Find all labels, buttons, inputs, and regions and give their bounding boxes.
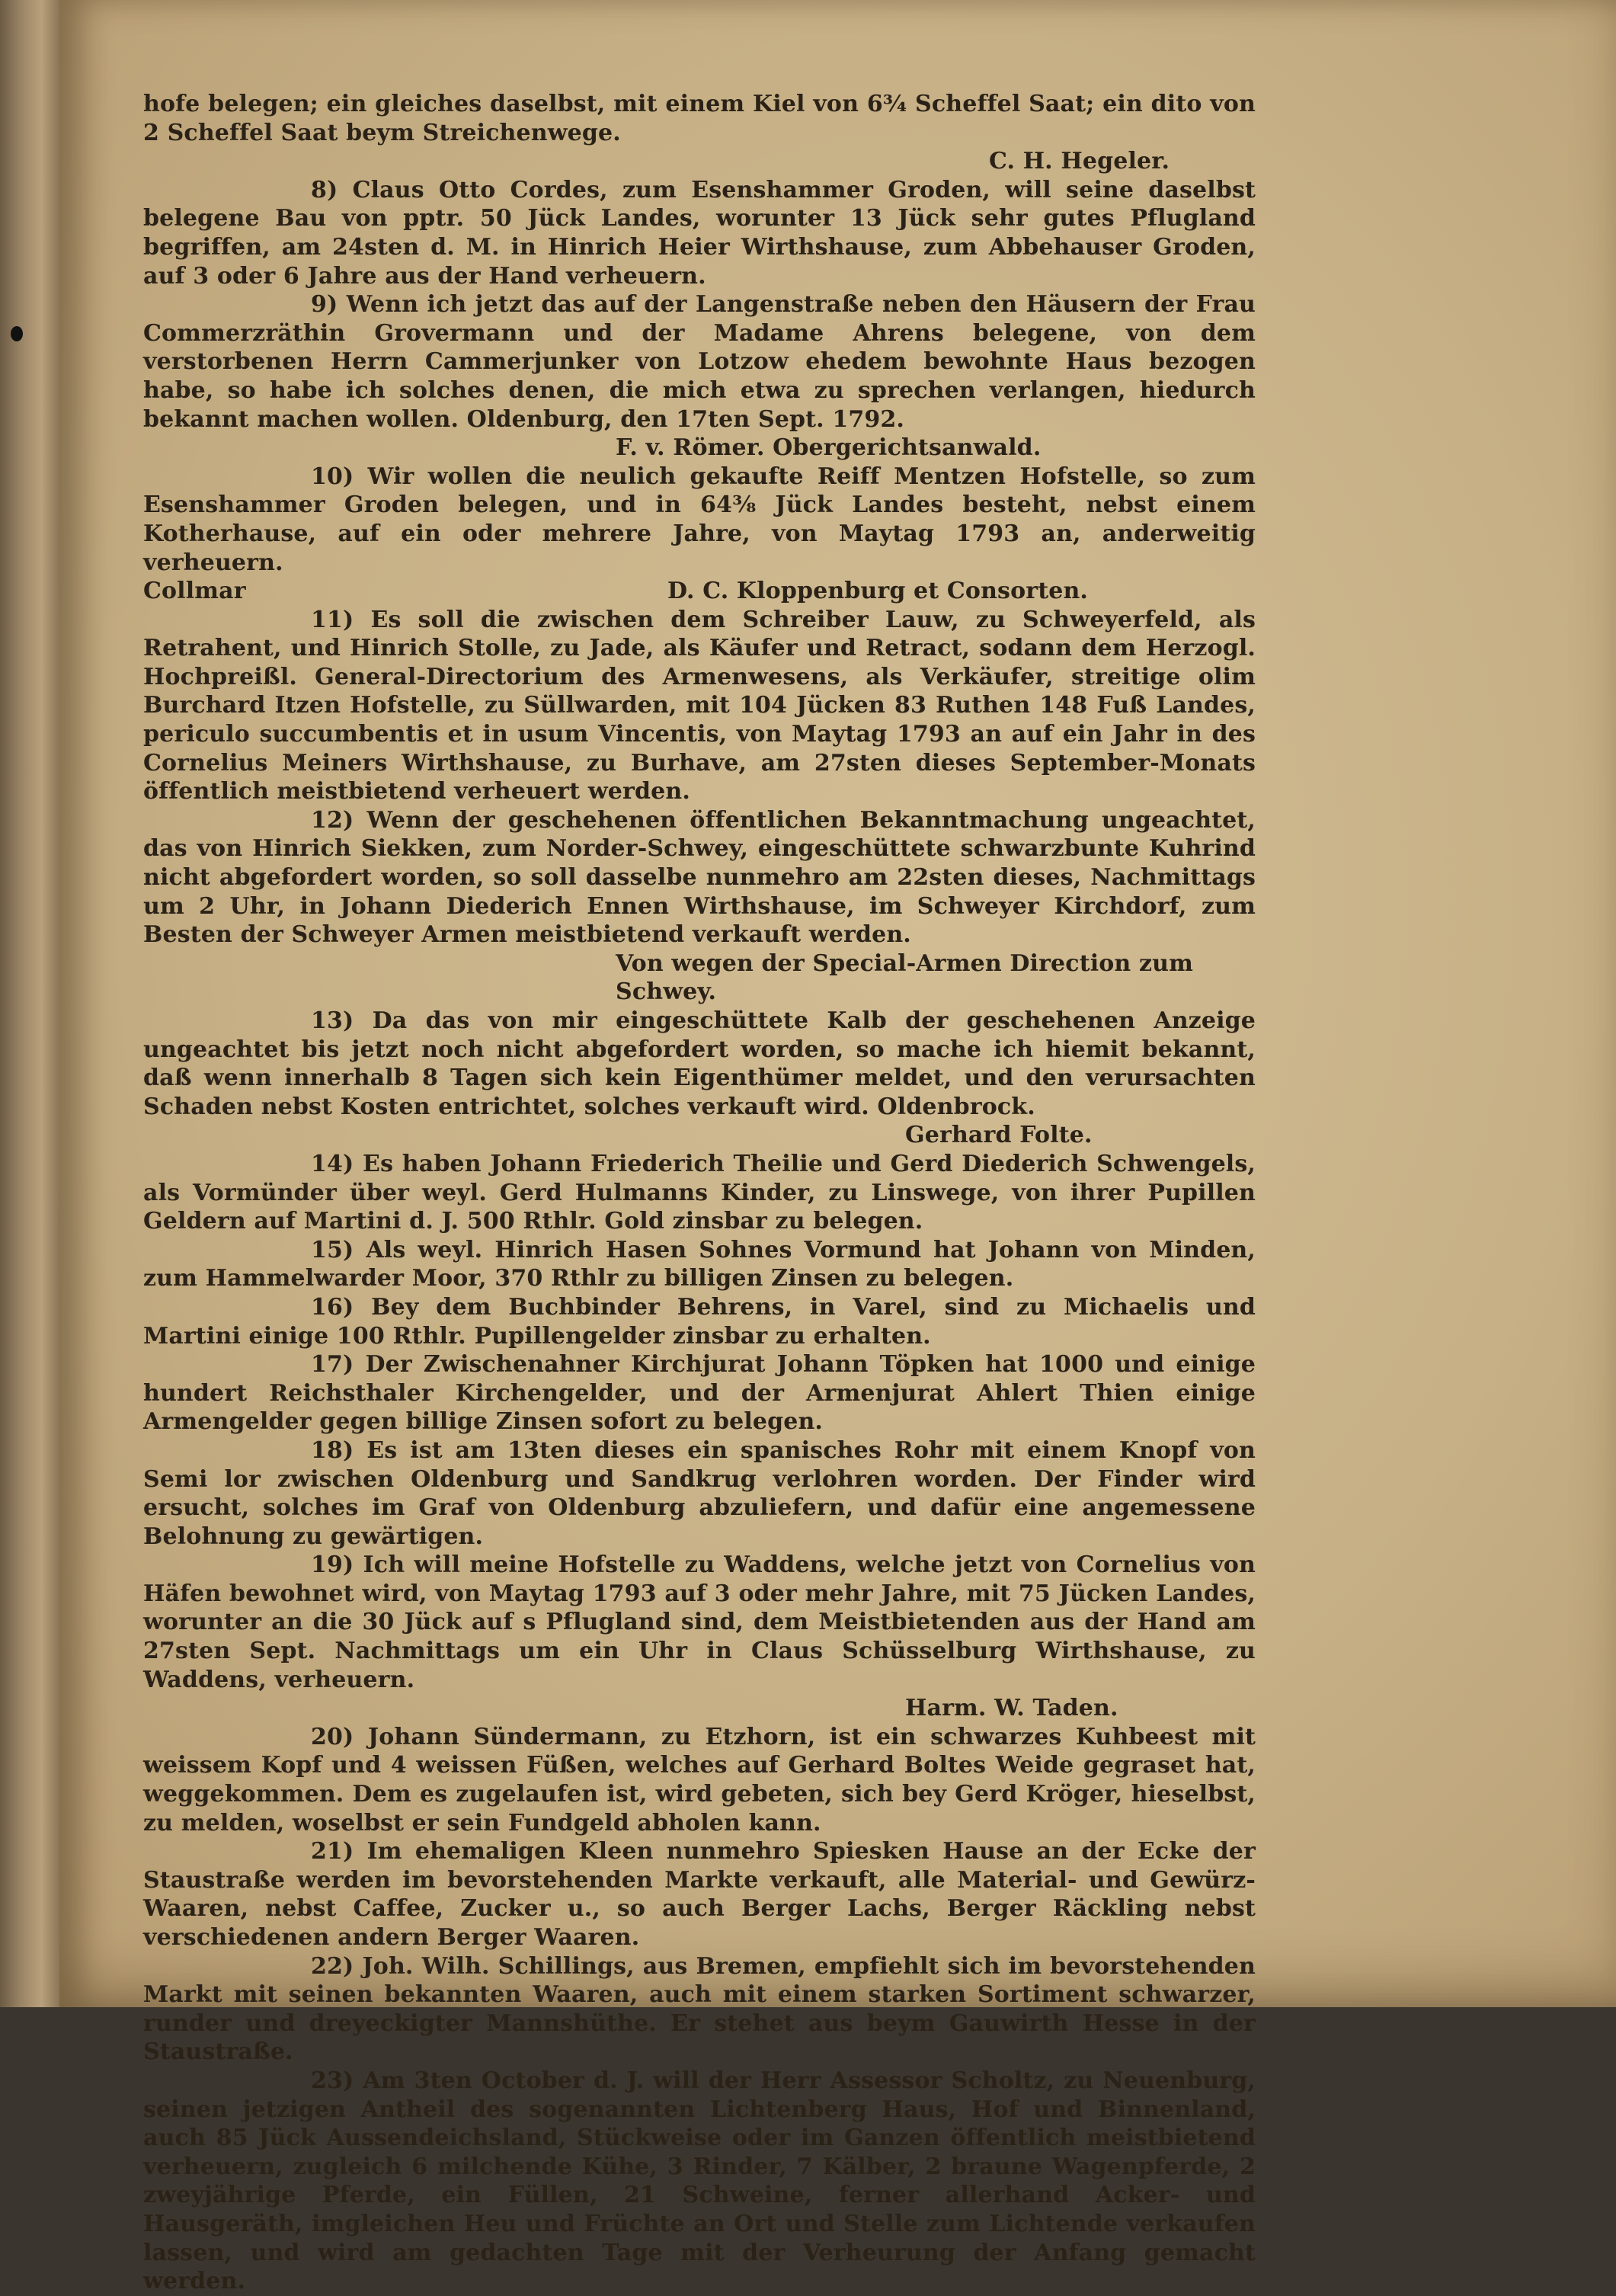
document-page: [59, 0, 1616, 2295]
paragraph-continuation: hofe belegen; ein gleiches daselbst, mit einem Kiel von 6¾ Scheffel Saat; ein dito von 2 Scheffel Saat beym Streichenwege.: [143, 91, 1256, 146]
notice-19: 19) Ich will meine Hofstelle zu Waddens, welche jetzt von Cornelius von Häfen bewohnet wird, von Maytag 1793 auf 3 oder mehr Jahre, mit 75 Jücken Landes, worunter an die 30 Jück auf s Pflugland sind, dem Meistbietenden aus der Hand am 27sten Sept. Nachmittags um ein Uhr in Claus Schüsselburg Wirthshause, zu Waddens, verheuern.: [143, 1551, 1256, 1693]
notice-14: 14) Es haben Johann Friederich Theilie und Gerd Diederich Schwengels, als Vormünder über weyl. Gerd Hulmanns Kinder, zu Linswege, von ihrer Pupillen Geldern auf Martini d. J. 500 Rthlr. Gold zinsbar zu belegen.: [143, 1150, 1256, 1235]
notice-20: 20) Johann Sündermann, zu Etzhorn, ist ein schwarzes Kuhbeest mit weissem Kopf und 4 weissen Füßen, welches auf Gerhard Boltes Weide gegraset hat, weggekommen. Dem es zugelaufen ist, wird gebeten, sich bey Gerd Kröger, hieselbst, zu melden, woselbst er sein Fundgeld abholen kann.: [143, 1723, 1256, 1836]
notice-17: 17) Der Zwischenahner Kirchjurat Johann Töpken hat 1000 und einige hundert Reichsthaler Kirchengelder, und der Armenjurat Ahlert Thien einige Armengelder gegen billige Zinsen sofort zu belegen.: [143, 1351, 1256, 1436]
notice-11: 11) Es soll die zwischen dem Schreiber Lauw, zu Schweyerfeld, als Retrahent, und Hinrich Stolle, zu Jade, als Käufer und Retract, sodann dem Herzogl. Hochpreißl. General-Directorium des Armenwesens, als Verkäufer, streitige olim Burchard Itzen Hofstelle, zu Süllwarden, mit 104 Jücken 83 Ruthen 148 Fuß Landes, periculo succumbentis et in usum Vincentis, von Maytag 1793 an auf ein Jahr in des Cornelius Meiners Wirthshause, zu Burhave, am 27sten dieses September-Monats öffentlich meistbietend verheuert werden.: [143, 606, 1256, 805]
notice-9: 9) Wenn ich jetzt das auf der Langenstraße neben den Häusern der Frau Commerzräthin Grovermann und der Madame Ahrens belegene, von dem verstorbenen Herrn Cammerjunker von Lotzow ehedem bewohnte Haus bezogen habe, so habe ich solches denen, die mich etwa zu sprechen verlangen, hiedurch bekannt machen wollen. Oldenburg, den 17ten Sept. 1792.: [143, 291, 1256, 433]
notice-8: 8) Claus Otto Cordes, zum Esenshammer Groden, will seine daselbst belegene Bau von pptr. 50 Jück Landes, worunter 13 Jück sehr gutes Pflugland begriffen, am 24sten d. M. in Hinrich Heier Wirthshause, zum Abbehauser Groden, auf 3 oder 6 Jahre aus der Hand verheuern.: [143, 176, 1256, 290]
notice-22: 22) Joh. Wilh. Schillings, aus Bremen, empfiehlt sich im bevorstehenden Markt mit seinen bekannten Waaren, auch mit einem starken Sortiment schwarzer, runder und dreyeckigter Mannshüthe. Er stehet aus beym Gauwirth Hesse in der Staustraße.: [143, 1952, 1256, 2066]
page-text-column: [143, 90, 1256, 2296]
notice-13: 13) Da das von mir eingeschüttete Kalb der geschehenen Anzeige ungeachtet bis jetzt noch nicht abgefordert worden, so mache ich hiemit bekannt, daß wenn innerhalb 8 Tagen sich kein Eigenthümer meldet, und den verursachten Schaden nebst Kosten entrichtet, solches verkauft wird. Oldenbrock.: [143, 1007, 1256, 1120]
signature-taden: Harm. W. Taden.: [905, 1695, 1118, 1722]
notice-18: 18) Es ist am 13ten dieses ein spanisches Rohr mit einem Knopf von Semi lor zwischen Oldenburg und Sandkrug verlohren worden. Der Finder wird ersucht, solches im Graf von Oldenburg abzuliefern, und dafür eine angemessene Belohnung zu gewärtigen.: [143, 1436, 1256, 1550]
signature-kloppenburg: D. C. Kloppenburg et Consorten.: [667, 578, 1088, 605]
book-spine-edge: [0, 0, 59, 2007]
notice-23: 23) Am 3ten October d. J. will der Herr Assessor Scholtz, zu Neuenburg, seinen jetzigen Antheil des sogenannten Lichtenberg Haus, Hof und Binnenland, auch 85 Jück Aussendeichsland, Stückweise oder im Ganzen öffentlich meistbietend verheuern, zugleich 6 milchende Kühe, 3 Rinder, 7 Kälber, 2 braune Wagenpferde, 2 zweyjährige Pferde, ein Füllen, 21 Schweine, ferner allerhand Acker- und Hausgeräth, imgleichen Heu und Früchte an Ort und Stelle zum Lichtende verkaufen lassen, und wird am gedachten Tage mit der Verheurung der Anfang gemacht werden.: [143, 2067, 1256, 2295]
signature-folte: Gerhard Folte.: [905, 1122, 1093, 1149]
signature-line-10: [143, 577, 1256, 606]
notice-15: 15) Als weyl. Hinrich Hasen Sohnes Vormund hat Johann von Minden, zum Hammelwarder Moor, 370 Rthlr zu billigen Zinsen zu belegen.: [143, 1236, 1256, 1292]
binding-hole: [11, 326, 23, 341]
notice-16: 16) Bey dem Buchbinder Behrens, in Varel, sind zu Michaelis und Martini einige 100 Rthlr. Pupillengelder zinsbar zu erhalten.: [143, 1293, 1256, 1350]
notice-21: 21) Im ehemaligen Kleen nunmehro Spiesken Hause an der Ecke der Staustraße werden im bevorstehenden Markte verkauft, alle Material- und Gewürz-Waaren, nebst Caffee, Zucker u., so auch Berger Lachs, Berger Räckling nebst verschiedenen andern Berger Waaren.: [143, 1838, 1256, 1951]
signature-armen-direction: Von wegen der Special-Armen Direction zum Schwey.: [616, 949, 1194, 1006]
signature-hegeler: C. H. Hegeler.: [989, 148, 1170, 175]
notice-12: 12) Wenn der geschehenen öffentlichen Bekanntmachung ungeachtet, das von Hinrich Siekken, zum Norder-Schwey, eingeschüttete schwarzbunte Kuhrind nicht abgefordert worden, so soll dasselbe nunmehro am 22sten dieses, Nachmittags um 2 Uhr, in Johann Diederich Ennen Wirthshause, im Schweyer Kirchdorf, zum Besten der Schweyer Armen meistbietend verkauft werden.: [143, 806, 1256, 949]
notice-10: 10) Wir wollen die neulich gekaufte Reiff Mentzen Hofstelle, so zum Esenshammer Groden belegen, und in 64⅜ Jück Landes besteht, nebst einem Kotherhause, auf ein oder mehrere Jahre, von Maytag 1793 an, anderweitig verheuern.: [143, 463, 1256, 576]
signature-roemer: F. v. Römer. Obergerichtsanwald.: [616, 434, 1042, 462]
signature-place: Collmar: [143, 578, 246, 605]
